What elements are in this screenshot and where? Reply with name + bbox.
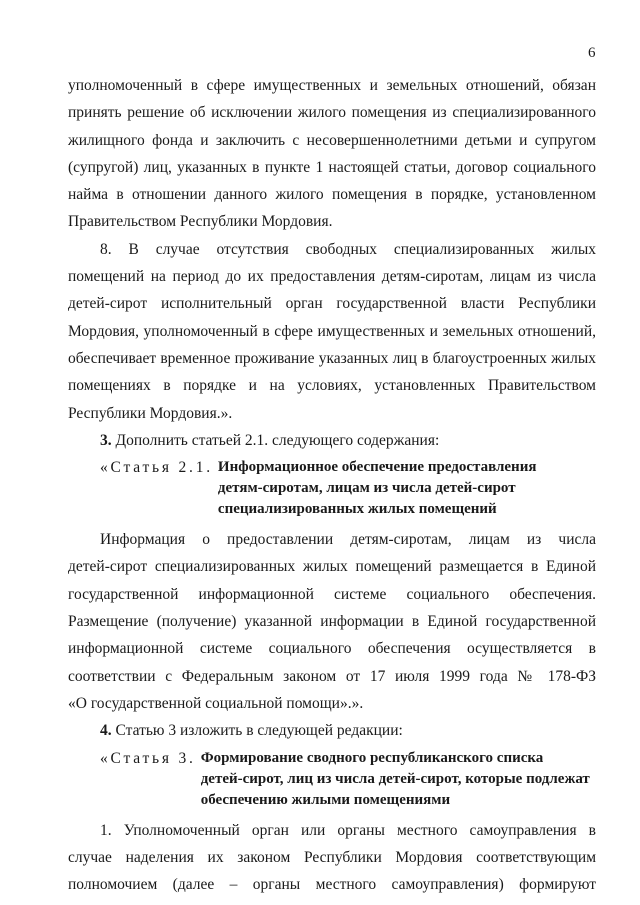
article-title-line: обеспечению жилыми помещениями	[200, 791, 451, 808]
text-line: Республики Мордовия.».	[68, 404, 233, 422]
amendment-item-4	[68, 717, 596, 744]
text-line: детей-сирот исполнительный орган государственной власти Республики	[68, 295, 596, 313]
article-title	[218, 457, 596, 520]
text-line: «О государственной социальной помощи».».	[68, 694, 364, 712]
article-title-line: детям-сиротам, лицам из числа детей-сирот	[217, 480, 516, 497]
text-line: Информация о предоставлении детям-сиротам, лицам из числа	[100, 531, 596, 549]
article-title-line: Информационное обеспечение предоставления	[217, 459, 537, 476]
text-line: полномочием (далее – органы местного самоуправления) формируют	[68, 876, 596, 894]
document-body	[68, 72, 596, 898]
text-line: Размещение (получение) указанной информации в Единой государственной	[68, 613, 596, 631]
text-line: (супругой) лиц, указанных в пункте 1 настоящей статьи, договор социального	[68, 158, 596, 176]
article-3-heading	[68, 748, 596, 811]
item-text: Статью 3 изложить в следующей редакции:	[111, 722, 403, 740]
article-label: «Статья 3.	[100, 749, 196, 767]
text-line: жилищного фонда и заключить с несовершеннолетними детьми и супругом	[68, 131, 596, 149]
paragraph-information	[68, 526, 596, 717]
text-line: Правительством Республики Мордовия.	[68, 213, 333, 231]
text-line: Мордовия, уполномоченный в сфере имущественных и земельных отношений,	[68, 322, 596, 340]
text-line: детей-сирот специализированных жилых помещений размещается в Единой	[68, 558, 596, 576]
amendment-item-3	[68, 427, 596, 454]
item-number: 3.	[100, 431, 112, 449]
text-line: найма в отношении данного жилого помещения в порядке, установленном	[68, 186, 596, 204]
text-line: помещений на период до их предоставления детям-сиротам, лицам из числа	[68, 268, 596, 286]
text-line: 1. Уполномоченный орган или органы местного самоуправления в	[100, 821, 596, 839]
paragraph-item-1	[68, 817, 596, 899]
item-number: 4.	[100, 722, 112, 740]
text-line: случае наделения их законом Республики Мордовия соответствующим	[68, 848, 596, 866]
paragraph-item-8	[68, 236, 596, 427]
item-text: Дополнить статьей 2.1. следующего содержания:	[111, 431, 440, 449]
article-2-1-heading	[68, 457, 596, 520]
text-line: соответствии с Федеральным законом от 17 июля 1999 года № 178-ФЗ	[68, 667, 596, 685]
text-line: государственной информационной системе социального обеспечения.	[68, 585, 596, 603]
article-title-line: детей-сирот, лиц из числа детей-сирот, которые подлежат	[200, 770, 590, 787]
paragraph-continuation	[68, 72, 596, 236]
text-line: обеспечивает временное проживание указанных лиц в благоустроенных жилых	[68, 349, 596, 367]
page-number: 6	[588, 45, 596, 61]
text-line: 8. В случае отсутствия свободных специализированных жилых	[100, 240, 596, 258]
text-line: уполномоченный в сфере имущественных и земельных отношений, обязан	[68, 77, 596, 94]
text-line: помещениях в порядке и на условиях, установленных Правительством	[68, 377, 596, 395]
text-line: информационной системе социального обеспечения осуществляется в	[68, 640, 596, 658]
article-title-line: специализированных жилых помещений	[217, 501, 497, 518]
article-label: «Статья 2.1.	[100, 459, 213, 477]
text-line: принять решение об исключении жилого помещения из специализированного	[68, 104, 596, 122]
article-title	[201, 748, 596, 811]
article-title-line: Формирование сводного республиканского списка	[200, 749, 544, 766]
